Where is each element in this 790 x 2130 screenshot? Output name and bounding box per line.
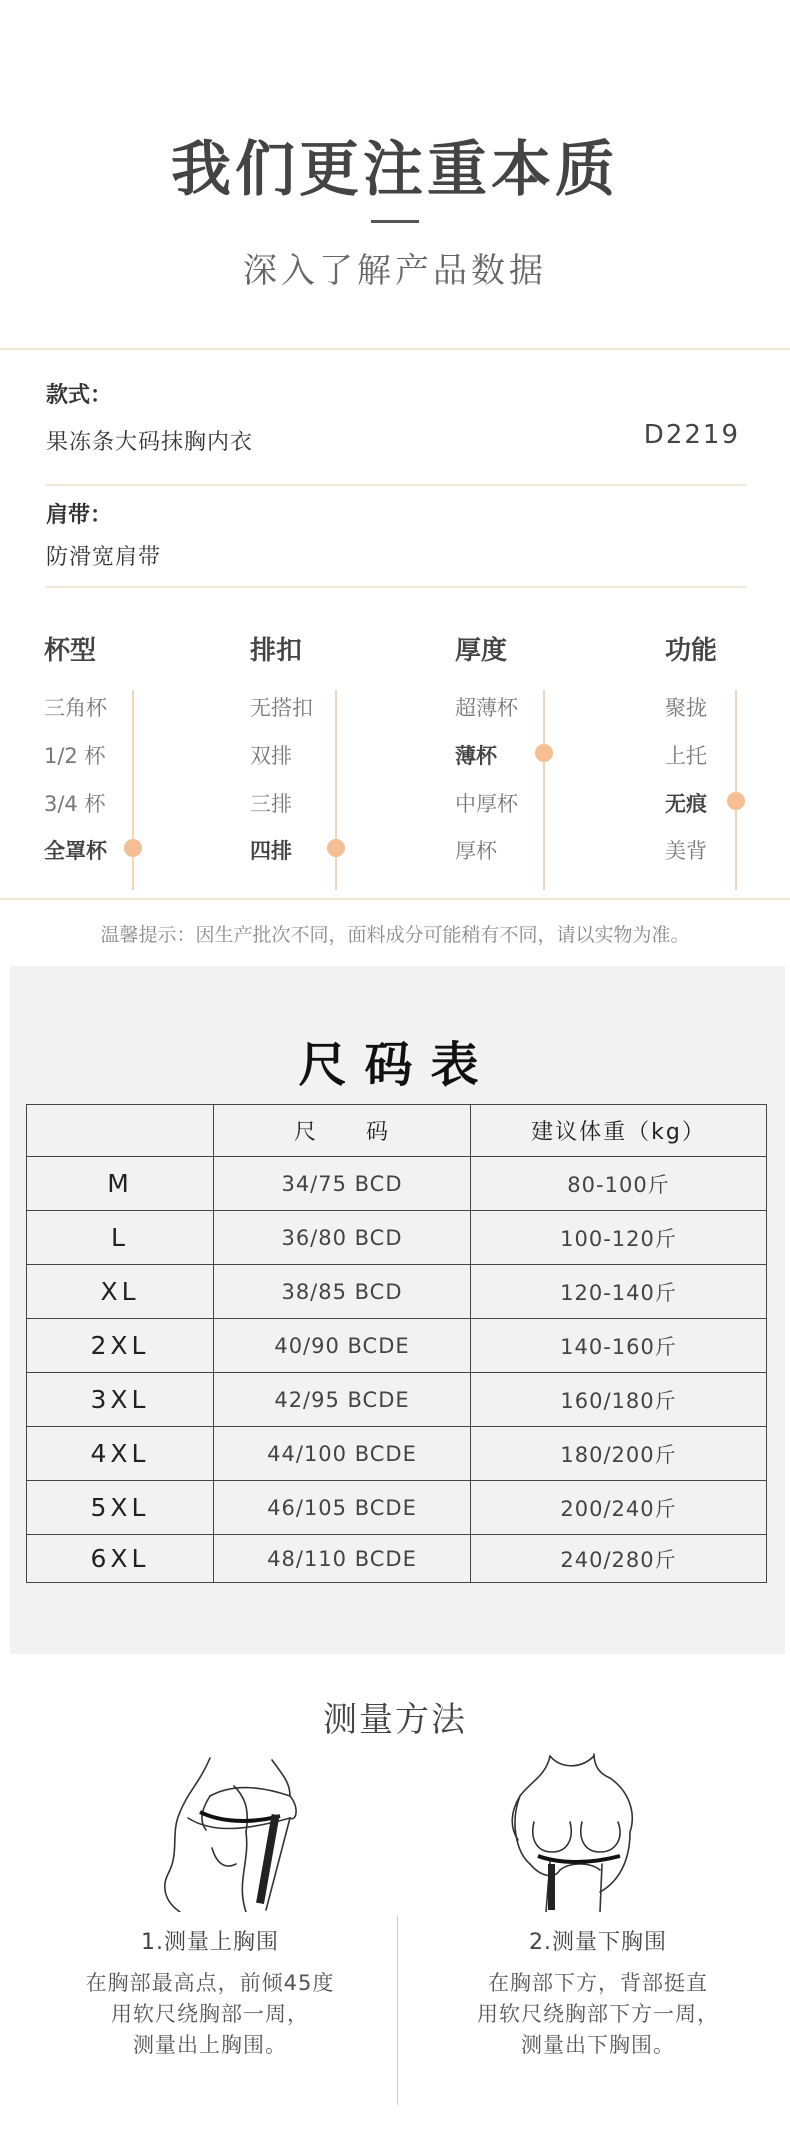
attribute-column — [455, 630, 625, 890]
size-spec-cell: 40/90 BCDE — [214, 1319, 471, 1373]
step-desc-line: 在胸部下方，背部挺直 — [488, 1971, 708, 1995]
step-desc-line: 测量出上胸围。 — [133, 2033, 287, 2057]
size-spec-cell: 44/100 BCDE — [214, 1427, 471, 1481]
notice-text: 温馨提示：因生产批次不同，面料成分可能稍有不同，请以实物为准。 — [100, 924, 690, 946]
attribute-option: 聚拢 — [665, 696, 707, 720]
attribute-option: 无搭扣 — [250, 696, 313, 720]
attribute-option: 1/2 杯 — [44, 744, 106, 768]
attribute-heading: 功能 — [665, 636, 718, 666]
attribute-heading: 厚度 — [455, 636, 508, 666]
attribute-column — [665, 630, 790, 890]
column-divider — [397, 1915, 398, 2105]
size-spec-cell: 48/110 BCDE — [214, 1535, 471, 1583]
attribute-option: 全罩杯 — [44, 839, 107, 863]
weight-cell: 240/280斤 — [471, 1535, 767, 1583]
size-spec-cell: 46/105 BCDE — [214, 1481, 471, 1535]
attribute-option: 三排 — [250, 792, 292, 816]
weight-cell: 100-120斤 — [471, 1211, 767, 1265]
measure-title: 测量方法 — [323, 1700, 467, 1740]
attribute-option: 三角杯 — [44, 696, 107, 720]
strap-label: 肩带： — [46, 503, 113, 528]
style-value: 果冻条大码抹胸内衣 — [46, 430, 254, 455]
size-table — [26, 1104, 767, 1583]
step-description — [428, 1968, 768, 2061]
attribute-option: 中厚杯 — [455, 792, 518, 816]
table-row — [27, 1265, 767, 1319]
upper-bust-figure-illustration — [140, 1752, 340, 1912]
size-label-cell: 5XL — [27, 1481, 214, 1535]
attribute-scale-line — [132, 690, 134, 890]
table-row — [27, 1481, 767, 1535]
table-header-row — [27, 1105, 767, 1157]
column-header — [27, 1105, 214, 1157]
section-rule — [0, 348, 790, 350]
attribute-option: 无痕 — [665, 792, 707, 816]
table-row — [27, 1373, 767, 1427]
column-header: 尺 码 — [214, 1105, 471, 1157]
size-label-cell: L — [27, 1211, 214, 1265]
weight-cell: 140-160斤 — [471, 1319, 767, 1373]
weight-cell: 120-140斤 — [471, 1265, 767, 1319]
size-label-cell: XL — [27, 1265, 214, 1319]
size-spec-cell: 38/85 BCD — [214, 1265, 471, 1319]
attribute-scale-line — [335, 690, 337, 890]
attribute-option: 厚杯 — [455, 839, 497, 863]
strap-value: 防滑宽肩带 — [46, 545, 162, 570]
attribute-option: 四排 — [250, 839, 292, 863]
attribute-option: 薄杯 — [455, 744, 497, 768]
size-chart-title: 尺码表 — [298, 1037, 497, 1093]
under-bust-figure-illustration — [490, 1752, 690, 1912]
table-row — [27, 1319, 767, 1373]
attribute-option: 双排 — [250, 744, 292, 768]
step-title: 2.测量下胸围 — [529, 1930, 667, 1955]
info-rule — [46, 586, 746, 588]
column-header: 建议体重（kg） — [471, 1105, 767, 1157]
step-desc-line: 用软尺绕胸部一周， — [111, 2002, 309, 2026]
table-row — [27, 1427, 767, 1481]
info-rule — [46, 484, 746, 486]
size-spec-cell: 36/80 BCD — [214, 1211, 471, 1265]
weight-cell: 160/180斤 — [471, 1373, 767, 1427]
step-title: 1.测量上胸围 — [141, 1930, 279, 1955]
selected-marker — [327, 839, 345, 857]
step-desc-line: 测量出下胸围。 — [521, 2033, 675, 2057]
table-row — [27, 1157, 767, 1211]
step-desc-line: 用软尺绕胸部下方一周， — [477, 2002, 719, 2026]
attribute-heading: 排扣 — [250, 636, 303, 666]
page-title: 我们更注重本质 — [171, 135, 619, 205]
step-desc-line: 在胸部最高点，前倾45度 — [85, 1971, 335, 1995]
attribute-option: 3/4 杯 — [44, 792, 106, 816]
size-label-cell: M — [27, 1157, 214, 1211]
attribute-column — [44, 630, 214, 890]
section-rule — [0, 898, 790, 900]
step-description — [40, 1968, 380, 2061]
table-row — [27, 1535, 767, 1583]
size-label-cell: 4XL — [27, 1427, 214, 1481]
selected-marker — [124, 839, 142, 857]
size-label-cell: 6XL — [27, 1535, 214, 1583]
attribute-heading: 杯型 — [44, 636, 97, 666]
style-label: 款式： — [46, 383, 113, 408]
page-subtitle: 深入了解产品数据 — [243, 251, 547, 291]
size-spec-cell: 34/75 BCD — [214, 1157, 471, 1211]
attribute-option: 美背 — [665, 839, 707, 863]
size-label-cell: 3XL — [27, 1373, 214, 1427]
title-divider — [371, 220, 419, 223]
attribute-scale-line — [543, 690, 545, 890]
attribute-option: 上托 — [665, 744, 707, 768]
selected-marker — [727, 792, 745, 810]
attribute-scale-line — [735, 690, 737, 890]
weight-cell: 180/200斤 — [471, 1427, 767, 1481]
weight-cell: 200/240斤 — [471, 1481, 767, 1535]
size-chart-panel — [10, 966, 785, 1654]
table-row — [27, 1211, 767, 1265]
attribute-column — [250, 630, 420, 890]
size-spec-cell: 42/95 BCDE — [214, 1373, 471, 1427]
weight-cell: 80-100斤 — [471, 1157, 767, 1211]
attribute-option: 超薄杯 — [455, 696, 518, 720]
selected-marker — [535, 744, 553, 762]
size-label-cell: 2XL — [27, 1319, 214, 1373]
model-code: D2219 — [643, 420, 740, 450]
